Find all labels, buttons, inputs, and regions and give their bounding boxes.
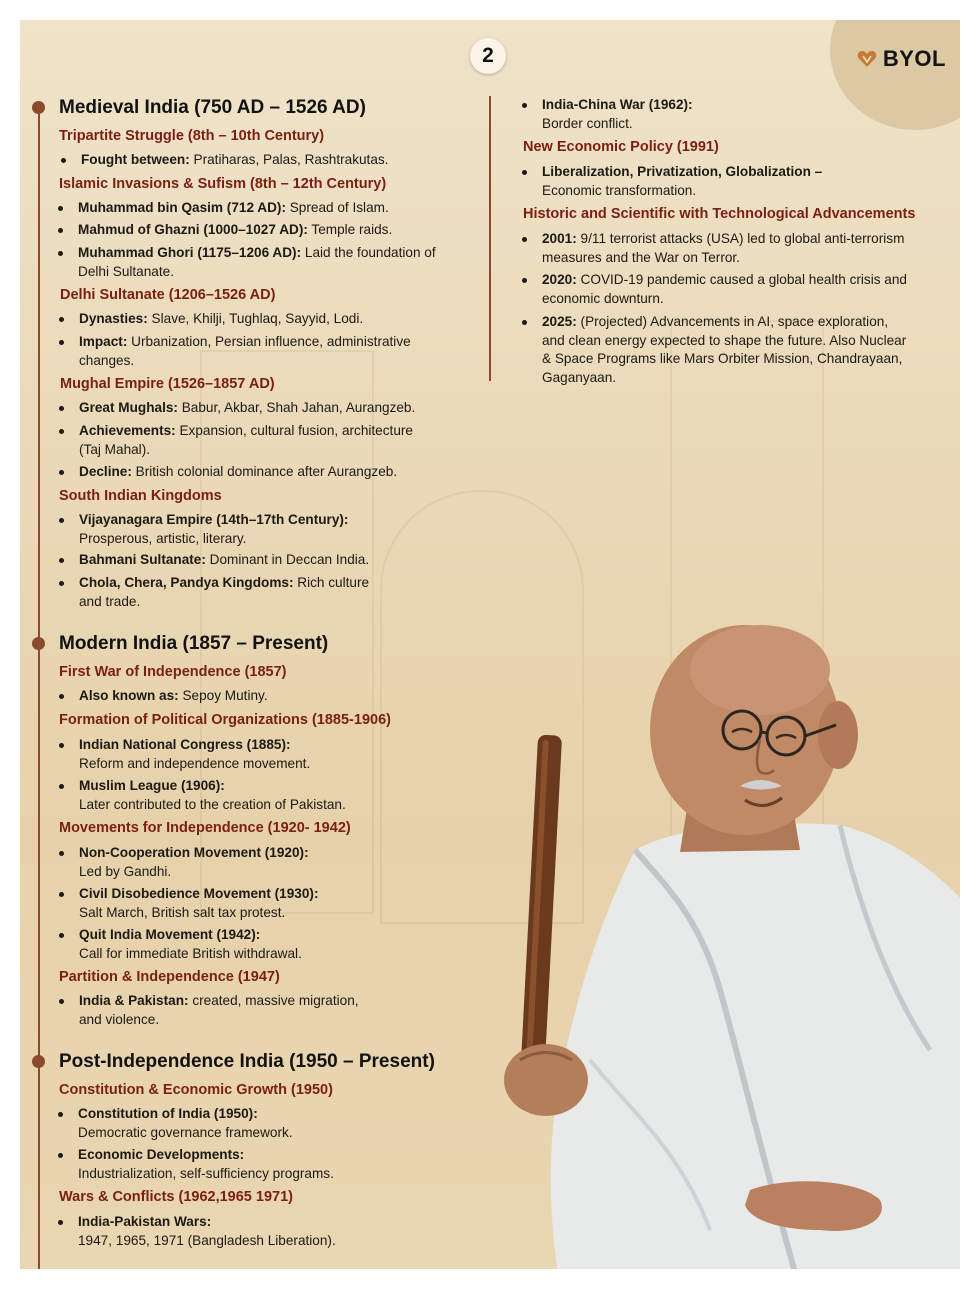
subheading-tech: Historic and Scientific with Technological Advancements [523, 206, 916, 222]
list-item: Great Mughals: Babur, Akbar, Shah Jahan, Aurangzeb. [79, 399, 415, 418]
subheading-policy: New Economic Policy (1991) [523, 139, 719, 155]
list-item: Fought between: Pratiharas, Palas, Rashtrakutas. [81, 151, 388, 170]
era-title-post: Post-Independence India (1950 – Present) [59, 1051, 435, 1072]
era-title-medieval: Medieval India (750 AD – 1526 AD) [59, 97, 366, 118]
subheading-war-1857: First War of Independence (1857) [59, 664, 287, 680]
page [20, 20, 960, 1269]
subheading-movements: Movements for Independence (1920- 1942) [59, 820, 351, 836]
list-item: Muslim League (1906): Later contributed to the creation of Pakistan. [79, 777, 346, 814]
heart-icon [857, 50, 877, 68]
brand-logo [857, 46, 946, 72]
list-item: Indian National Congress (1885): Reform and independence movement. [79, 736, 310, 773]
subheading-delhi: Delhi Sultanate (1206–1526 AD) [60, 287, 276, 303]
timeline-dot-post [32, 1055, 45, 1068]
subheading-constitution: Constitution & Economic Growth (1950) [59, 1082, 333, 1098]
brand-name: BYOL [882, 46, 946, 71]
list-item: Liberalization, Privatization, Globalization – Economic transformation. [542, 163, 822, 200]
brand-badge [830, 20, 960, 130]
subheading-partition: Partition & Independence (1947) [59, 969, 280, 985]
list-item: Constitution of India (1950): Democratic governance framework. [78, 1105, 293, 1142]
list-item: Bahmani Sultanate: Dominant in Deccan India. [79, 551, 369, 570]
subheading-mughal: Mughal Empire (1526–1857 AD) [60, 376, 275, 392]
list-item: 2025: (Projected) Advancements in AI, space exploration, and clean energy expected to shape the future. Also Nuclear & Space Programs like Mars Orbiter Mission, Chandrayaan, Gaganyaan. [542, 313, 906, 387]
list-item: Quit India Movement (1942): Call for immediate British withdrawal. [79, 926, 302, 963]
list-item: India-Pakistan Wars: 1947, 1965, 1971 (Bangladesh Liberation). [78, 1213, 336, 1250]
timeline-line-left [38, 107, 40, 1269]
list-item: Mahmud of Ghazni (1000–1027 AD): Temple raids. [78, 221, 392, 240]
list-item: Achievements: Expansion, cultural fusion, architecture (Taj Mahal). [79, 422, 413, 459]
list-item: Impact: Urbanization, Persian influence, administrative changes. [79, 333, 411, 370]
list-item: Also known as: Sepoy Mutiny. [79, 687, 268, 706]
list-item: Vijayanagara Empire (14th–17th Century): Prosperous, artistic, literary. [79, 511, 348, 548]
list-item: 2020: COVID-19 pandemic caused a global health crisis and economic downturn. [542, 271, 907, 308]
timeline-dot-medieval [32, 101, 45, 114]
list-item: Civil Disobedience Movement (1930): Salt March, British salt tax protest. [79, 885, 318, 922]
subheading-tripartite: Tripartite Struggle (8th – 10th Century) [59, 128, 325, 144]
gandhi-illustration [460, 590, 960, 1269]
timeline-dot-modern [32, 637, 45, 650]
list-item: Dynasties: Slave, Khilji, Tughlaq, Sayyid, Lodi. [79, 310, 363, 329]
era-title-modern: Modern India (1857 – Present) [59, 633, 329, 654]
page-number: 2 [470, 38, 506, 74]
timeline-line-right [489, 96, 491, 381]
subheading-islamic: Islamic Invasions & Sufism (8th – 12th Century) [59, 176, 387, 192]
list-item: Chola, Chera, Pandya Kingdoms: Rich culture and trade. [79, 574, 369, 611]
list-item: India & Pakistan: created, massive migration, and violence. [79, 992, 359, 1029]
list-item: Economic Developments: Industrialization, self-sufficiency programs. [78, 1146, 334, 1183]
subheading-political: Formation of Political Organizations (1885-1906) [59, 712, 391, 728]
list-item: 2001: 9/11 terrorist attacks (USA) led to global anti-terrorism measures and the War on Terror. [542, 230, 904, 267]
subheading-south: South Indian Kingdoms [59, 488, 222, 504]
list-item: Muhammad Ghori (1175–1206 AD): Laid the foundation of Delhi Sultanate. [78, 244, 436, 281]
subheading-wars: Wars & Conflicts (1962,1965 1971) [59, 1189, 293, 1205]
list-item: Muhammad bin Qasim (712 AD): Spread of Islam. [78, 199, 389, 218]
list-item: Decline: British colonial dominance after Aurangzeb. [79, 463, 397, 482]
list-item: Non-Cooperation Movement (1920): Led by Gandhi. [79, 844, 309, 881]
list-item: India-China War (1962): Border conflict. [542, 96, 693, 133]
